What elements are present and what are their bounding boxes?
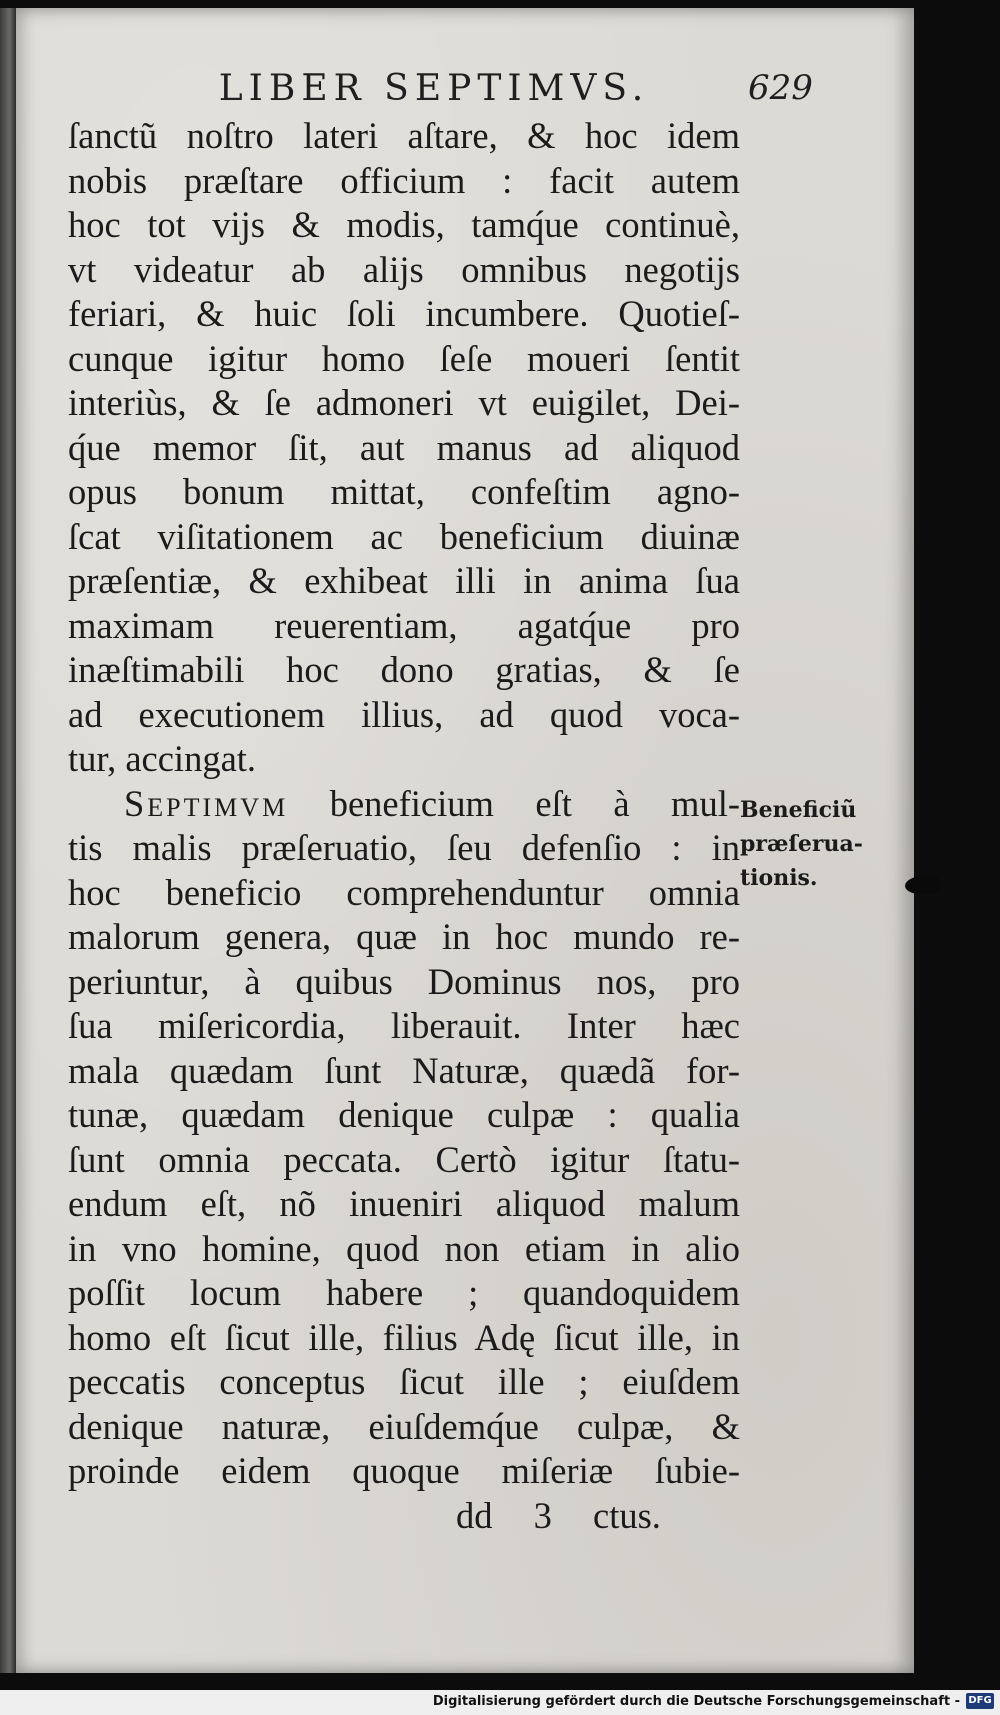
text-line: ad executionem illius, ad quod voca-	[68, 693, 740, 735]
text-line: hoc tot vijs & modis, tamq́ue continuè,	[68, 204, 740, 245]
marginal-note	[740, 793, 890, 895]
text-line: ſunt omnia peccata. Certò igitur ſtatu-	[68, 1138, 740, 1180]
text-line: mala quædam ſunt Naturæ, quædã for-	[68, 1049, 740, 1091]
marginal-note-line: præſerua-	[740, 831, 863, 857]
footer-bar	[0, 1690, 1000, 1715]
text-line: poſſit locum habere ; quandoquidem	[68, 1272, 740, 1313]
text-line: feriari, & huic ſoli incumbere. Quotieſ-	[68, 293, 740, 334]
signature-mark: dd 3	[456, 1494, 552, 1536]
text-line: vt videatur ab alijs omnibus negotijs	[68, 248, 740, 290]
text-line: ſcat viſitationem ac beneficium diuinæ	[68, 515, 740, 557]
page-edge	[0, 8, 16, 1673]
opening-line-rest: beneficium eſt à mul-	[329, 782, 740, 824]
book-page	[16, 8, 914, 1673]
text-line: denique naturæ, eiuſdemq́ue culpæ, &	[68, 1405, 740, 1447]
text-line: ſanctũ noſtro lateri aſtare, & hoc idem	[68, 115, 740, 156]
page-number: 629	[748, 68, 813, 108]
text-line: inæſtimabili hoc dono gratias, & ſe	[68, 649, 740, 690]
catchword: ctus.	[593, 1494, 661, 1536]
text-line: proinde eidem quoque miſeriæ ſubie-	[68, 1450, 740, 1491]
text-line: præſentiæ, & exhibeat illi in anima ſua	[68, 560, 740, 601]
text-line: tur, accingat.	[68, 738, 257, 779]
main-text	[68, 114, 740, 1538]
text-line: periuntur, à quibus Dominus nos, pro	[68, 960, 740, 1002]
text-line: ſua miſericordia, liberauit. Inter hæc	[68, 1005, 740, 1046]
funding-credit: Digitalisierung gefördert durch die Deutsche Forschungsgemeinschaft -	[432, 1694, 960, 1709]
text-line: malorum genera, quæ in hoc mundo re-	[68, 916, 740, 957]
page-marker-tab	[904, 875, 939, 895]
marginal-note-line: Beneficiũ	[740, 797, 857, 823]
text-line: cunque igitur homo ſeſe moueri ſentit	[68, 337, 740, 379]
text-line: q́ue memor ſit, aut manus ad aliquod	[68, 426, 740, 468]
opening-word: Septimvm	[124, 782, 289, 824]
text-line: homo eſt ſicut ille, filius Adę ſicut ille, in	[68, 1316, 740, 1358]
text-line: tunæ, quædam denique culpæ : qualia	[68, 1094, 740, 1135]
running-head: LIBER SEPTIMVS.	[218, 68, 650, 109]
paragraph-opening-line	[68, 782, 740, 827]
text-line: nobis præſtare officium : facit autem	[68, 159, 740, 201]
text-line: maximam reuerentiam, agatq́ue pro	[68, 604, 740, 646]
marginal-note-line: tionis.	[740, 865, 818, 891]
dfg-logo: DFG	[966, 1693, 994, 1709]
text-line: interiùs, & ſe admoneri vt euigilet, Dei-	[68, 382, 740, 423]
text-line: hoc beneficio comprehenduntur omnia	[68, 871, 740, 913]
text-line: opus bonum mittat, confeſtim agno-	[68, 471, 740, 512]
text-line: in vno homine, quod non etiam in alio	[68, 1227, 740, 1269]
text-line: peccatis conceptus ſicut ille ; eiuſdem	[68, 1361, 740, 1402]
signature-catchword-line	[68, 1494, 740, 1539]
text-line: tis malis præſeruatio, ſeu defenſio : in	[68, 827, 740, 868]
text-line: endum eſt, nõ inueniri aliquod malum	[68, 1183, 740, 1224]
